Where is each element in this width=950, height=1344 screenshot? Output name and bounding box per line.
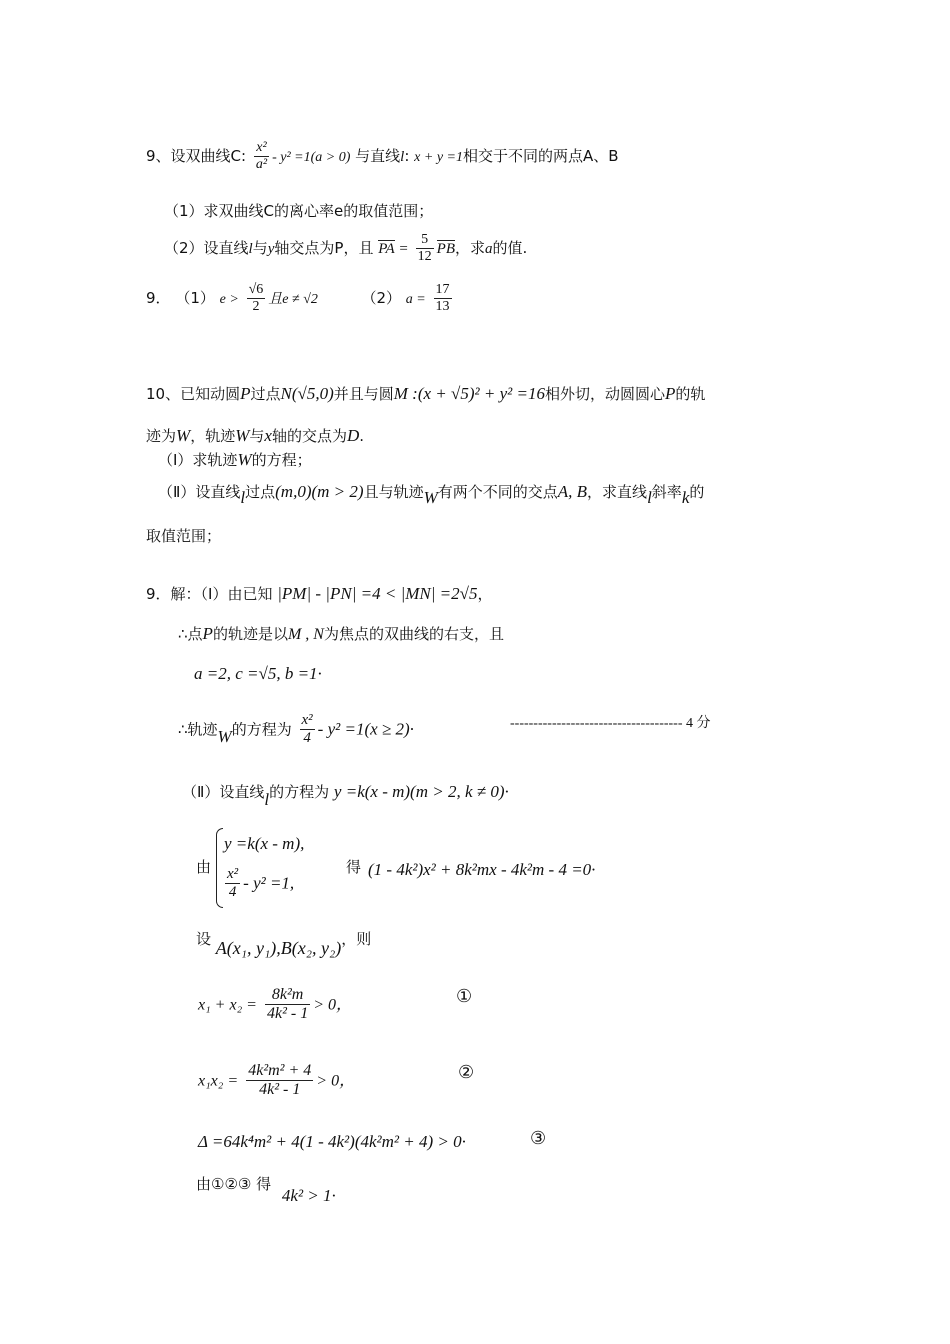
q10-part2 bbox=[158, 482, 705, 507]
q10-part2-e: ，求直线 bbox=[587, 483, 648, 501]
q9-part2-text-e: 的值. bbox=[492, 239, 528, 258]
sol-quadratic: (1 - 4k²)x² + 8k²mx - 4k²m - 4 =0· bbox=[368, 860, 596, 879]
sol-prod-num: 4k²m² + 4 bbox=[246, 1062, 313, 1081]
q9-frac-num: x² bbox=[254, 140, 269, 157]
sol-final-b: 4k² > 1· bbox=[281, 1186, 336, 1205]
q9-coef-num: 5 bbox=[416, 232, 434, 249]
sol-t1-mn: M , N bbox=[287, 626, 324, 643]
q9-vector-pb: PB bbox=[436, 241, 455, 258]
q9-part2 bbox=[164, 232, 527, 265]
ans9-e-num: √6 bbox=[247, 282, 266, 299]
q9-text3: 相交于不同的两点A、B bbox=[463, 147, 619, 166]
ans9-e-lhs: e > bbox=[219, 292, 239, 308]
q10-l2-c: 与 bbox=[249, 427, 265, 445]
q10-w-2: W bbox=[235, 426, 250, 445]
sol-final bbox=[196, 1174, 336, 1205]
sol-de: 得 bbox=[346, 858, 362, 876]
q9-frac-den: a² bbox=[255, 157, 268, 173]
sol-w-num: x² bbox=[300, 712, 315, 730]
sol-line1 bbox=[146, 584, 492, 604]
q10-text-b: 过点 bbox=[250, 385, 281, 403]
sol-sum-rhs: > 0， bbox=[313, 996, 353, 1014]
sol-label: 9．解：（Ⅰ）由已知 bbox=[146, 585, 273, 603]
sol-line2 bbox=[178, 624, 504, 644]
sol-you: 由 bbox=[196, 858, 212, 876]
q9-text1: 设双曲线C: bbox=[170, 147, 247, 166]
sol-abc: a =2, c =√5, b =1· bbox=[194, 664, 322, 683]
q10-part2-w: W bbox=[423, 488, 438, 507]
sol-t1-c: 为焦点的双曲线的右支，且 bbox=[323, 625, 504, 643]
sol-sys1: y =k(x - m), bbox=[224, 834, 305, 853]
q9-colon: : bbox=[404, 147, 410, 166]
q10-l2-d: 轴的交点为 bbox=[271, 427, 347, 445]
q10-part2-c: 且与轨迹 bbox=[363, 483, 424, 501]
ans9-line bbox=[146, 282, 455, 315]
q10-part2-k: k bbox=[681, 488, 690, 507]
q9-hyperbola-fraction bbox=[254, 140, 269, 173]
q9-number: 9、 bbox=[146, 147, 171, 166]
ans9-a-den: 13 bbox=[435, 299, 450, 315]
sol-t2-a: ∴轨迹 bbox=[178, 720, 218, 739]
q9-coef-den: 12 bbox=[417, 249, 432, 265]
sol-prod bbox=[198, 1062, 355, 1100]
q10-p-2: P bbox=[664, 384, 676, 403]
sol-set bbox=[196, 928, 372, 958]
q10-point-n: N(√5,0) bbox=[280, 384, 334, 403]
q10-part1-a: （Ⅰ）求轨迹 bbox=[158, 451, 238, 469]
sol-line4 bbox=[178, 712, 414, 748]
q9-line-l: l bbox=[400, 149, 405, 166]
q9-part2-text-a: （2）设直线 bbox=[164, 239, 249, 258]
q9-part2-l: l bbox=[248, 241, 253, 258]
sol-final-a: 由①②③ 得 bbox=[196, 1175, 272, 1193]
q10-x: x bbox=[264, 426, 272, 445]
q10-l2-b: ，轨迹 bbox=[190, 427, 236, 445]
q10-part2-b: 过点 bbox=[245, 483, 276, 501]
sol-prod-rhs: > 0， bbox=[316, 1072, 356, 1090]
sol-p2-l: l bbox=[264, 790, 270, 809]
sol-circle-1: ① bbox=[456, 986, 473, 1007]
sol-sum-num: 8k²m bbox=[265, 986, 310, 1005]
sol-sys2-num: x² bbox=[225, 866, 240, 884]
q10-part2-g: 的 bbox=[689, 483, 705, 501]
sol-sys2-den: 4 bbox=[228, 884, 237, 901]
q10-part2-point: (m,0)(m > 2) bbox=[275, 482, 364, 501]
q10-circle-m: M :(x + √5)² + y² =16 bbox=[393, 384, 545, 403]
q10-part2-l: l bbox=[240, 488, 246, 507]
q10-text-c: 并且与圆 bbox=[333, 385, 394, 403]
q10-part2-a: （Ⅱ）设直线 bbox=[158, 483, 241, 501]
sol-circle-3: ③ bbox=[530, 1128, 547, 1149]
q9-eq-rest: - y² =1(a > 0) bbox=[272, 150, 351, 166]
q10-p: P bbox=[240, 384, 251, 403]
sol-points: A(x₁, y₁),B(x₂, y₂) bbox=[215, 938, 342, 958]
q9-part2-a: a bbox=[485, 241, 493, 258]
q10-l2-e: . bbox=[359, 427, 365, 445]
sol-w-rest: - y² =1(x ≥ 2)· bbox=[317, 719, 414, 739]
q10-part1-w: W bbox=[237, 450, 252, 469]
q10-part1-b: 的方程； bbox=[251, 451, 312, 469]
ans9-e-den: 2 bbox=[252, 299, 260, 315]
q10-line2 bbox=[146, 426, 364, 446]
q10-part2-f: 斜率 bbox=[651, 483, 682, 501]
sol-t2-b: 的方程为 bbox=[231, 720, 292, 739]
q10-line1 bbox=[146, 384, 705, 404]
q10-text-e: 的轨 bbox=[675, 385, 706, 403]
sol-sys2-fraction bbox=[225, 866, 240, 902]
sol-line-eq: y =k(x - m)(m > 2, k ≠ 0)· bbox=[333, 782, 509, 801]
q10-part2-l-2: l bbox=[647, 488, 652, 507]
q9-part2-text-c: 轴交点为P，且 bbox=[274, 239, 374, 258]
sol-line5 bbox=[182, 782, 509, 809]
ans9-e-and: 且e ≠ √2 bbox=[268, 292, 318, 308]
q9-statement bbox=[146, 140, 619, 173]
q10-l2-a: 迹为 bbox=[146, 427, 177, 445]
ans9-a-fraction bbox=[434, 282, 452, 315]
q9-part2-y: y bbox=[267, 241, 275, 258]
sol-prod-lhs: x₁x₂ = bbox=[198, 1072, 239, 1090]
sol-she: 设 bbox=[196, 930, 212, 948]
q10-text-d: 相外切，动圆圆心 bbox=[544, 385, 665, 403]
sol-p2-b: 的方程为 bbox=[269, 783, 330, 801]
sol-sum-lhs: x₁ + x₂ = bbox=[198, 996, 257, 1014]
q9-coef-fraction bbox=[416, 232, 434, 265]
sol-sys2 bbox=[222, 866, 294, 902]
sol-w-fraction bbox=[300, 712, 315, 748]
ans9-e-fraction bbox=[247, 282, 266, 315]
sol-t1-p: P bbox=[202, 624, 213, 643]
q9-equals: = bbox=[399, 241, 408, 258]
q10-d: D bbox=[346, 426, 360, 445]
ans9-label: 9． bbox=[146, 289, 171, 308]
sol-comma: ， bbox=[477, 585, 493, 603]
q9-part2-text-d: ，求 bbox=[455, 239, 486, 258]
sol-delta: Δ =64k⁴m² + 4(1 - 4k²)(4k²m² + 4) > 0· bbox=[198, 1132, 466, 1151]
sol-ze: ，则 bbox=[341, 930, 372, 948]
ans9-a-num: 17 bbox=[434, 282, 452, 299]
sol-score: ------------------------------------- 4 分 bbox=[510, 716, 711, 731]
q10-text-a: 10、已知动圆 bbox=[146, 385, 241, 403]
ans9-part2-label: （2） bbox=[361, 289, 401, 308]
q9-line-eq: x + y =1 bbox=[414, 150, 463, 166]
sol-circle-2: ② bbox=[458, 1062, 475, 1083]
q9-part1: （1）求双曲线C的离心率e的取值范围； bbox=[164, 202, 434, 220]
q10-w: W bbox=[176, 426, 191, 445]
sol-sys2-rest: - y² =1, bbox=[243, 873, 295, 893]
ans9-a-lhs: a = bbox=[405, 292, 426, 308]
q9-vector-pa: PA bbox=[378, 241, 395, 258]
q10-part2-ab: A, B bbox=[557, 482, 588, 501]
sol-prod-den: 4k² - 1 bbox=[259, 1081, 301, 1099]
sol-p2-a: （Ⅱ）设直线 bbox=[182, 783, 265, 801]
sol-t1-a: ∴点 bbox=[178, 625, 203, 643]
sol-t1-b: 的轨迹是以 bbox=[212, 625, 288, 643]
sol-condition: |PM| - |PN| =4 < |MN| =2√5 bbox=[277, 584, 478, 603]
q10-range: 取值范围； bbox=[146, 527, 222, 545]
ans9-part1-label: （1） bbox=[175, 289, 215, 308]
q9-part2-text-b: 与 bbox=[252, 239, 268, 258]
sol-sum-fraction bbox=[265, 986, 310, 1024]
sol-w-den: 4 bbox=[303, 730, 311, 747]
sol-sum-den: 4k² - 1 bbox=[267, 1005, 309, 1023]
q10-part1 bbox=[158, 450, 312, 470]
sol-sum bbox=[198, 986, 352, 1024]
q9-text2: 与直线 bbox=[355, 147, 401, 166]
sol-prod-fraction bbox=[246, 1062, 313, 1100]
q10-part2-d: 有两个不同的交点 bbox=[437, 483, 558, 501]
sol-t2-w: W bbox=[217, 727, 232, 747]
